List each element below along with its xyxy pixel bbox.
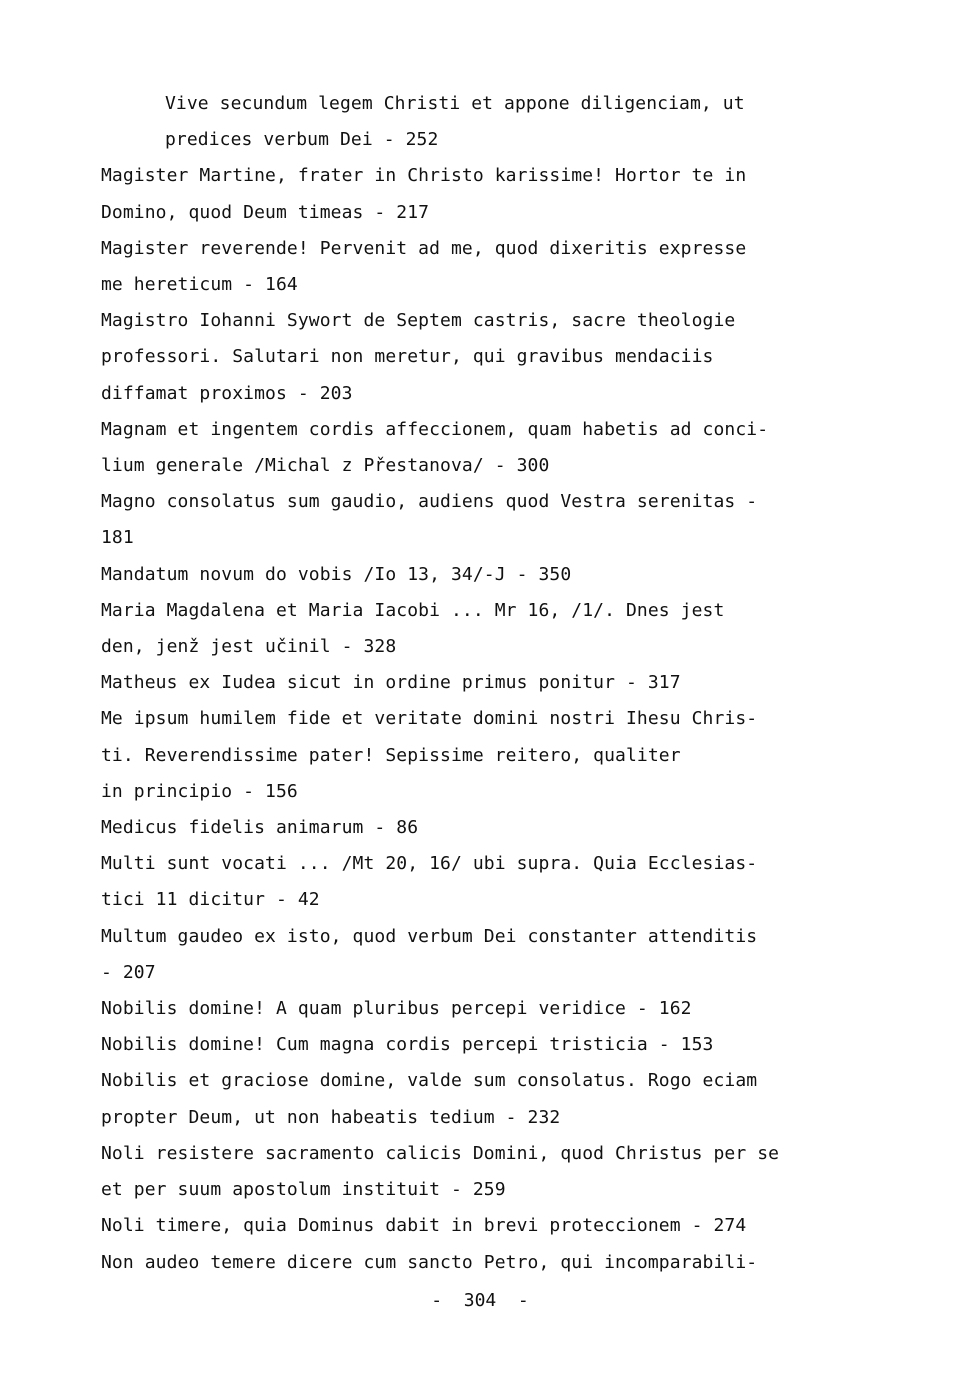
entry-line: Medicus fidelis animarum - 86 xyxy=(101,817,419,839)
index-entry xyxy=(101,919,871,991)
index-entry xyxy=(101,412,871,484)
entry-line: Nobilis domine! Cum magna cordis percepi tristicia - 153 xyxy=(101,1034,714,1056)
entry-line: Me ipsum humilem fide et veritate domini nostri Ihesu Chris- xyxy=(101,708,758,730)
entry-line: - 207 xyxy=(101,961,156,983)
entry-line: Nobilis domine! A quam pluribus percepi veridice - 162 xyxy=(101,998,692,1020)
entry-line: 181 xyxy=(101,527,134,549)
entry-line: Magistro Iohanni Sywort de Septem castris, sacre theologie xyxy=(101,310,736,332)
index-entry xyxy=(101,1136,871,1208)
index-entry xyxy=(101,1027,871,1063)
entry-line: Mandatum novum do vobis /Io 13, 34/-J - 350 xyxy=(101,563,572,585)
entry-line: predices verbum Dei - 252 xyxy=(165,129,439,151)
index-entry xyxy=(101,86,871,158)
page-number: - 304 - xyxy=(431,1290,529,1311)
entry-line: Noli timere, quia Dominus dabit in brevi proteccionem - 274 xyxy=(101,1215,747,1237)
index-entry xyxy=(101,231,871,303)
index-entry xyxy=(101,701,871,810)
entry-line: ti. Reverendissime pater! Sepissime reitero, qualiter xyxy=(101,744,681,766)
index-entry xyxy=(101,991,871,1027)
entry-line: propter Deum, ut non habeatis tedium - 232 xyxy=(101,1106,561,1128)
entry-line: Noli resistere sacramento calicis Domini, quod Christus per se xyxy=(101,1142,780,1164)
entry-line: Domino, quod Deum timeas - 217 xyxy=(101,201,430,223)
entry-line: Vive secundum legem Christi et appone diligenciam, ut xyxy=(165,93,745,114)
entry-line: Multum gaudeo ex isto, quod verbum Dei constanter attenditis xyxy=(101,925,758,947)
entry-line: Magister Martine, frater in Christo karissime! Hortor te in xyxy=(101,165,747,187)
entry-line: Magno consolatus sum gaudio, audiens quod Vestra serenitas - xyxy=(101,491,758,513)
index-entry xyxy=(101,846,871,918)
entry-line: Matheus ex Iudea sicut in ordine primus ponitur - 317 xyxy=(101,672,681,694)
entry-line: den, jenž jest učinil - 328 xyxy=(101,636,397,658)
entry-line: Multi sunt vocati ... /Mt 20, 16/ ubi supra. Quia Ecclesias- xyxy=(101,853,758,875)
index-entry xyxy=(101,557,871,593)
entry-line: Non audeo temere dicere cum sancto Petro, qui incomparabili- xyxy=(101,1251,758,1273)
entry-line: et per suum apostolum instituit - 259 xyxy=(101,1179,506,1201)
entry-line: me hereticum - 164 xyxy=(101,274,298,296)
entry-line: Nobilis et graciose domine, valde sum consolatus. Rogo eciam xyxy=(101,1070,758,1092)
entry-line: professori. Salutari non meretur, qui gravibus mendaciis xyxy=(101,346,714,368)
entry-line: tici 11 dicitur - 42 xyxy=(101,889,320,911)
entry-line: Magnam et ingentem cordis affeccionem, quam habetis ad conci- xyxy=(101,418,769,440)
index-entry xyxy=(101,158,871,230)
index-entry xyxy=(101,810,871,846)
entry-line: Maria Magdalena et Maria Iacobi ... Mr 16, /1/. Dnes jest xyxy=(101,599,725,621)
index-entry xyxy=(101,665,871,701)
index-entry xyxy=(101,593,871,665)
entry-line: Magister reverende! Pervenit ad me, quod dixeritis expresse xyxy=(101,237,747,259)
entry-line: diffamat proximos - 203 xyxy=(101,382,353,404)
entry-line: in principio - 156 xyxy=(101,780,298,802)
index-entries-list xyxy=(101,86,871,1281)
index-entry xyxy=(101,1208,871,1244)
entry-line: lium generale /Michal z Přestanova/ - 300 xyxy=(101,455,550,477)
index-entry xyxy=(101,303,871,412)
index-entry xyxy=(101,1245,871,1281)
index-entry xyxy=(101,484,871,556)
index-entry xyxy=(101,1063,871,1135)
